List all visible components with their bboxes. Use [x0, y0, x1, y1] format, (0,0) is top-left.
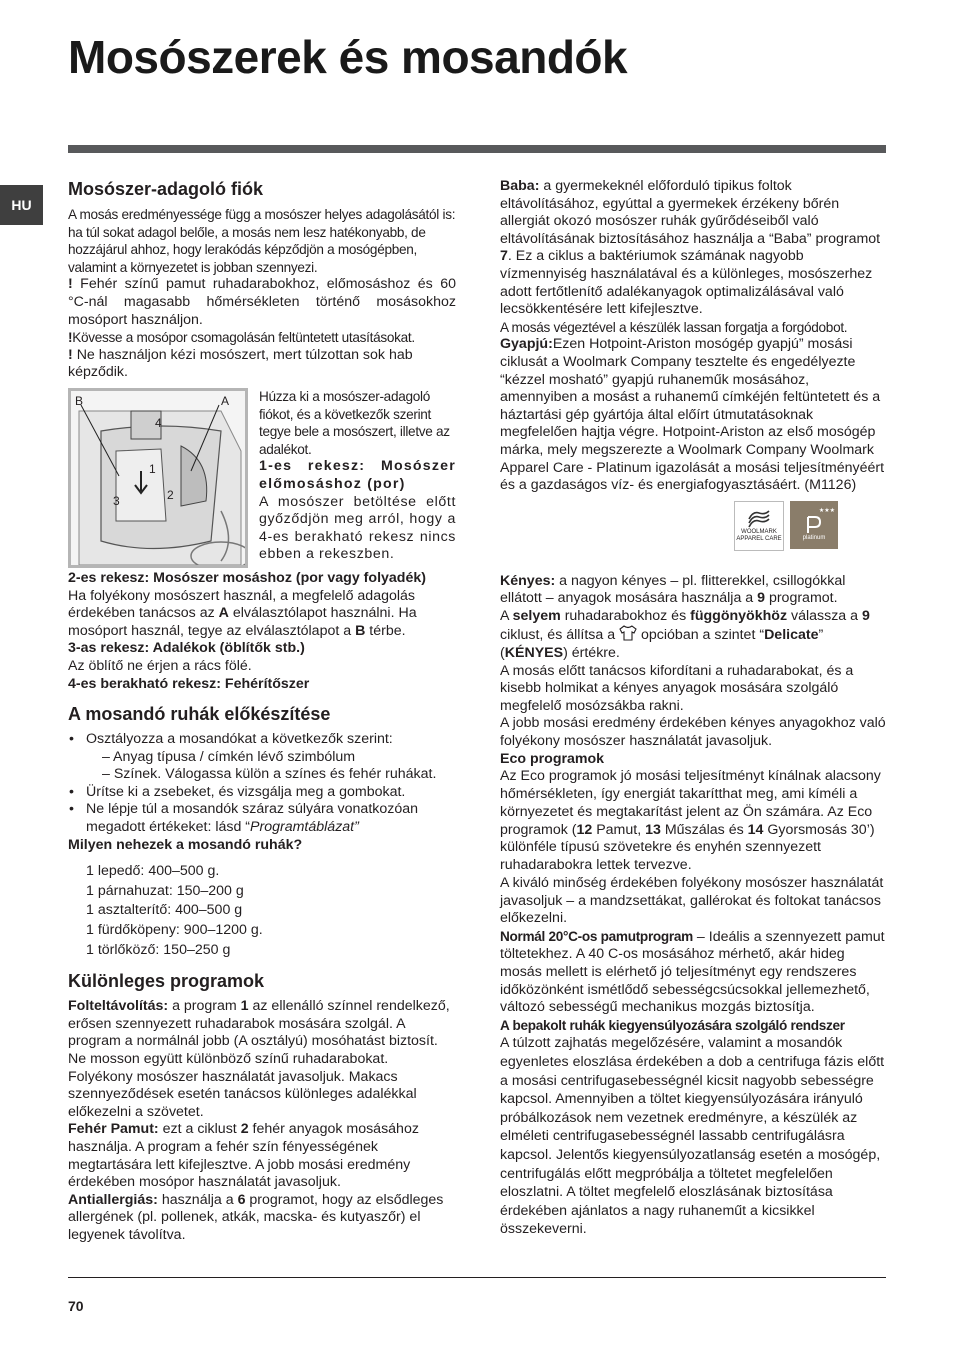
label-1: 1	[149, 461, 156, 476]
compartment-2-text: Ha folyékony mosószert használ, a megfelelő adagolás érdekében tanácsos az A elválasztólapot használni. Ha mosóport használ, tegye az elválasztólapot a B térbe.	[68, 587, 417, 639]
right-column	[500, 178, 887, 1239]
label-4: 4	[155, 415, 162, 430]
section-heading-detergent-drawer: Mosószer-adagoló fiók	[68, 179, 264, 199]
label-2: 2	[167, 487, 174, 502]
certification-logos	[500, 501, 838, 551]
program-delicate-silk: A selyem ruhadarabokhoz és függönyökhöz válassza a 9 ciklust, és állítsa a opcióban a szintet “Delicate” (KÉNYES) értékre.	[500, 607, 870, 662]
language-tab: HU	[0, 185, 43, 225]
label-a: A	[221, 393, 230, 408]
compartment-4-title: 4-es berakható rekesz: Fehérítőszer	[68, 675, 310, 692]
header-rule	[68, 145, 886, 153]
footer-rule	[68, 1277, 886, 1278]
warning-instructions: !Kövesse a mosópor csomagolásán feltüntetett utasításokat.	[68, 330, 415, 346]
left-column	[68, 178, 456, 1245]
program-delicate-tip-2: A jobb mosási eredmény érdekében kényes anyagokhoz való folyékony mosószer használatát javasoljuk.	[500, 715, 886, 750]
program-stain-removal: Folteltávolítás: a program 1 az ellenálló színnel rendelkező, erősen szennyezett ruhadarabok mosására szolgál. A program a normálnál jobb (A osztályú) mosóhatást biztosít. Ne mosson együtt különböző színű ruhadarabokat. Folyékony mosószer használatát javasoljuk. Makacs szennyeződések esetén tanácsos különleges adalékkal előkezelni a szövetet.	[68, 998, 450, 1120]
program-baby: Baba: a gyermekeknél előforduló tipikus foltok eltávolításához, egyúttal a gyermekek érzékeny bőrén allergiát okozó mosószer ruhák gyűrődéseiből való eltávolításának biztosításához használja a “Baba” programot 7. Ez a ciklus a baktériumok számának nagyobb vízmennyiség használatával és a különleges, mosószerhez adott fertőtlenítő adalékanyagok optimalizálásával való lecsökkentésére lett kifejlesztve.	[500, 178, 881, 318]
warning-icon: !	[68, 346, 73, 363]
warning-icon: !	[68, 276, 73, 293]
weight-item: 1 párnahuzat: 150–200 g	[86, 882, 244, 899]
program-delicate: Kényes: a nagyon kényes – pl. flitterekkel, csillogókkal ellátott – anyagok mosására használja a 9 programot.	[500, 572, 846, 607]
platinum-p-icon	[805, 515, 823, 535]
program-anti-allergy: Antiallergiás: használja a 6 programot, hogy az elsődleges allergének (pl. pollenek, atkák, macska- és kutyaszőr) el legyenek távolítva.	[68, 1191, 444, 1243]
eco-text: Az Eco programok jó mosási teljesítményt kínálnak alacsony hőmérsékleten, így energiát takarítthat meg, ami kíméli a környezetet és megtakarítást jelent az Ön számára. Az Eco programok (12 Pamut, 13 Műszálas és 14 Gyorsmosás 30’) különféle típusú szövetekre és enyhén szennyezett ruhadarabokra lettek tervezve.	[500, 768, 881, 874]
compartment-3-text: Az öblítő ne érjen a rács fölé.	[68, 657, 252, 674]
intro-paragraph: A mosás eredményessége függ a mosószer helyes adagolásától is: ha túl sokat adagol belőle, a mosás nem lesz hatékonyabb, de hozzájárul ahhoz, hogy lerakódás képződjön a mosógépben, valamint a környezetet is jobban szennyezi.	[68, 207, 456, 275]
woolmark-icon	[747, 509, 771, 529]
balance-system-title: A bepakolt ruhák kiegyensúlyozására szolgáló rendszer	[500, 1017, 845, 1033]
woolmark-logo: WOOLMARK APPAREL CARE	[734, 501, 784, 551]
label-3: 3	[113, 493, 120, 508]
detergent-drawer-diagram	[68, 388, 248, 568]
program-wool: Gyapjú:Ezen Hotpoint-Ariston mosógép gyapjú” mosási ciklusát a Woolmark Company tesztelte és engedélyezte “kézzel mosható” gyapjú ruhaneműk mosásához, amennyiben a mosást a ruhanemű címkéjén feltüntetett és a háztartási gép gyártója által előírt útmutatásoknak megfelelően hajtja végre. Hotpoint-Ariston az első mosógép márka, mely megszerezte a Woolmark Company Woolmark Apparel Care - Platinum igazolását a mosási teljesítményéért és a gazdaságos víz- és energiafogyasztásáért. (M1126)	[500, 336, 885, 494]
drawer-instructions: Húzza ki a mosószer-adagoló fiókot, és a következők szerint tegye bele a mosószert, illetve az adalékot.	[259, 388, 450, 457]
warning-hand-detergent: ! Ne használjon kézi mosószert, mert túlzottan sok hab képződik.	[68, 346, 413, 381]
program-white-cotton: Fehér Pamut: ezt a ciklust 2 fehér anyagok mosásához használja. A program a fehér szín fényességének megtartására lett kifejlesztve. A jobb mosási eredmény érdekében mosópor használatát javasoljuk.	[68, 1121, 419, 1191]
weight-item: 1 fürdőköpeny: 900–1200 g.	[86, 922, 263, 939]
preparation-list	[68, 731, 456, 837]
weights-list	[86, 862, 456, 960]
compartment-1-text: A mosószer betöltése előtt győződjön meg arról, hogy a 4-es berakható rekesz nincs ebben a rekeszben.	[259, 493, 456, 563]
compartment-3-title: 3-as rekesz: Adalékok (öblítők stb.)	[68, 640, 305, 657]
list-item: • Ne lépje túl a mosandók száraz súlyára vonatkozóan megadott értékeket: lásd “Programtáblázat”	[86, 801, 456, 836]
list-item: • Osztályozza a mosandókat a következők szerint: – Anyag típusa / címkén lévő szimbólum – Színek. Válogassa külön a színes és fehér ruhákat.	[86, 731, 456, 784]
section-heading-special-programs: Különleges programok	[68, 971, 265, 992]
weight-item: 1 asztalterítő: 400–500 g	[86, 902, 243, 919]
weight-item: 1 törlőköző: 150–250 g	[86, 941, 231, 958]
page-number: 70	[68, 1298, 84, 1314]
compartment-1-title: 1-es rekesz: Mosószer előmosáshoz (por)	[259, 458, 456, 492]
warning-powder: ! Fehér színű pamut ruhadarabokhoz, előmosáshoz és 60 °C-nál magasabb hőmérsékleten történő mosásokhoz mosóport használjon.	[68, 276, 456, 328]
eco-title: Eco programok	[500, 750, 605, 767]
warning-icon: !	[68, 330, 73, 346]
compartment-2-title: 2-es rekesz: Mosószer mosáshoz (por vagy folyadék)	[68, 569, 426, 586]
platinum-logo: ★★★ platinum	[790, 501, 838, 549]
shirt-icon	[619, 625, 637, 641]
page-title: Mosószerek és mosandók	[68, 31, 628, 83]
weights-title: Milyen nehezek a mosandó ruhák?	[68, 836, 303, 853]
balance-system-text: A túlzott zajhatás megelőzésére, valamint a mosandók egyenletes eloszlása érdekében a dob a centrifuga fázis előtt a mosási centrifugasebességnél kicsit nagyobb sebességre kapcsol. Amennyiben a töltet kiegyensúlyozására irányuló próbálkozások nem vezetnek eredményre, a készülék az elméleti centrifugasebességnél lassabb centrifugálásra kapcsol. Jelentős kiegyensúlyozatlanság esetén a mosógép, centrifugálás előtt megpróbálja a töltetet megfelelően eloszlatni. A töltet megfelelő eloszlásának biztosítása érdekében ajánlatos a nagy ruhaneműt a kicsikkel összekeverni.	[500, 1035, 885, 1238]
section-heading-preparing-laundry: A mosandó ruhák előkészítése	[68, 704, 331, 725]
program-delicate-tip-1: A mosás előtt tanácsos kifordítani a ruhadarabokat, és a kisebb holmikat a kényes anyagok mosására szolgáló megfelelő mosózsákba rakni.	[500, 662, 854, 714]
list-item: • Ürítse ki a zsebeket, és vizsgálja meg a gombokat.	[86, 784, 456, 802]
label-b: B	[75, 393, 84, 408]
program-baby-note: A mosás végeztével a készülék lassan forgatja a forgódobot.	[500, 319, 848, 335]
program-normal-20: Normál 20°C-os pamutprogram – Ideális a szennyezett pamut töltetekhez. A 40 C-os mosásához mérhető, akár hideg mosás mellett is elérhető jó teljesítményt egy rendszeres időközönként ismétlődő sebességcsúcsokkal jellemezhető, változó sebességű mechanikus mozgás biztosítja.	[500, 928, 885, 1016]
weight-item: 1 lepedő: 400–500 g.	[86, 863, 220, 880]
eco-tip: A kiváló minőség érdekében folyékony mosószer használatát javasoljuk – a mandzsettákat, gallérokat és foltokat tanácsos előkezelni.	[500, 875, 884, 927]
